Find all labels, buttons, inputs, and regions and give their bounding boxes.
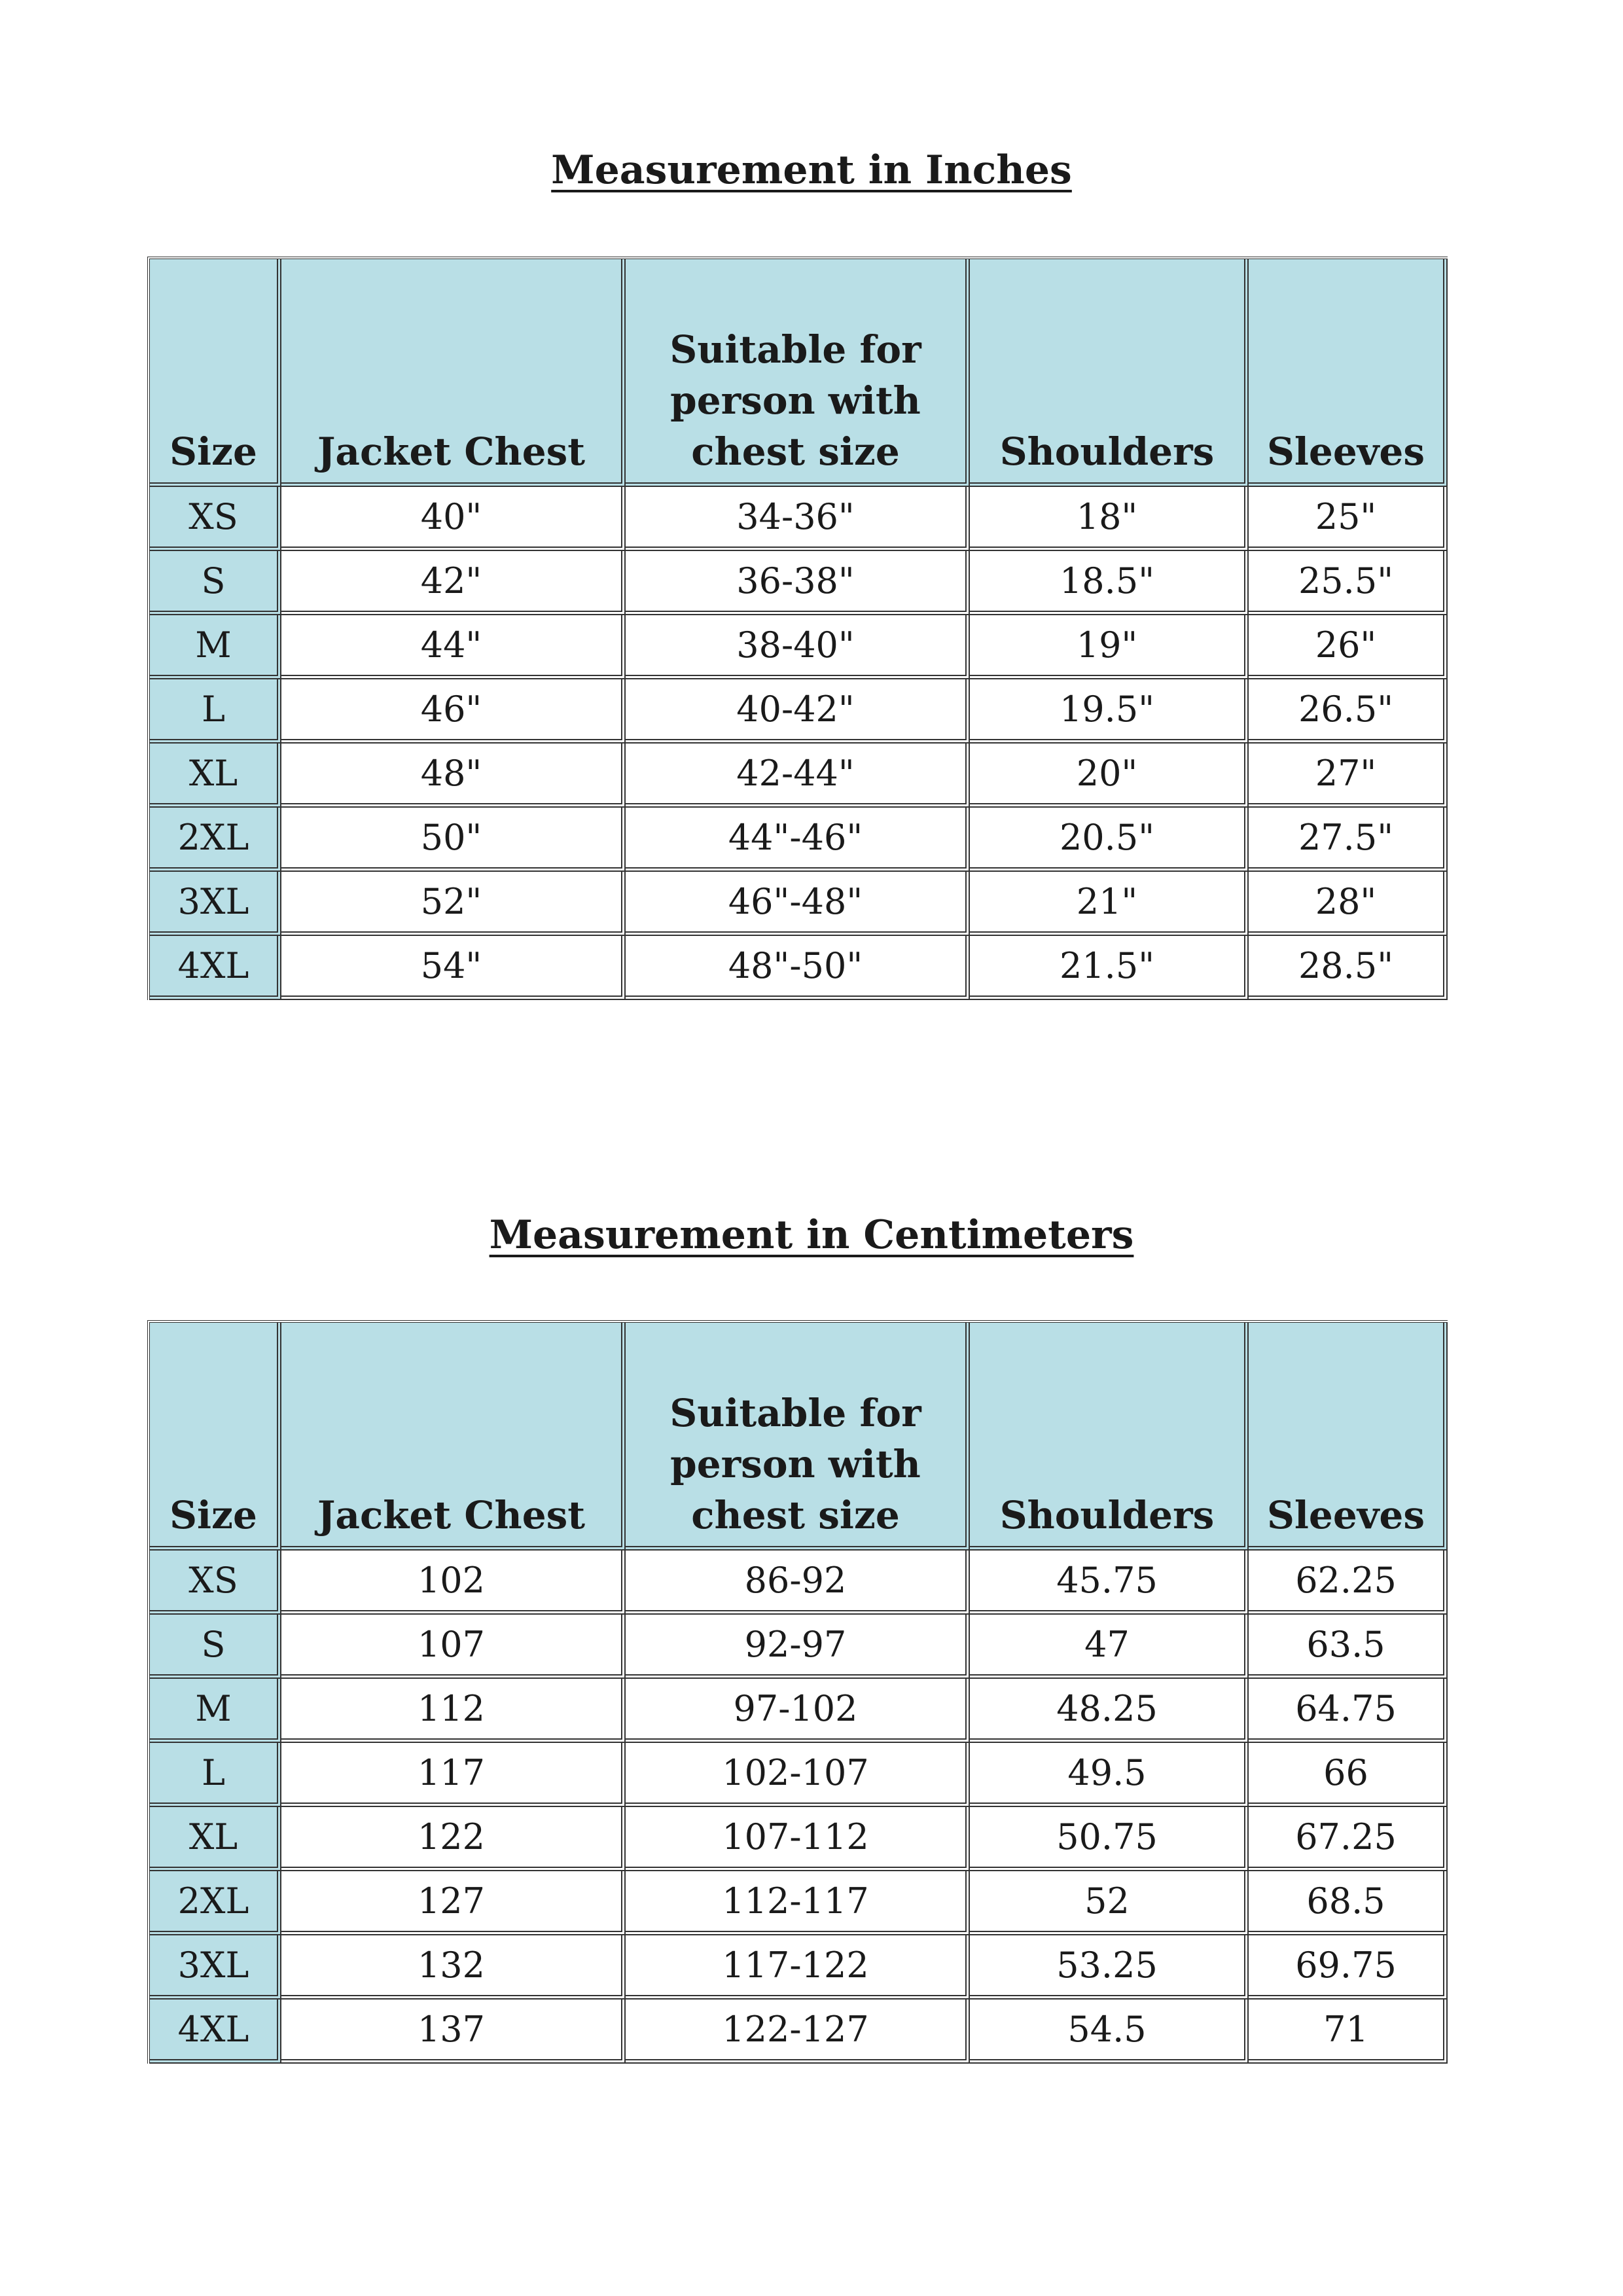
table-cell: 45.75: [970, 1551, 1249, 1615]
table-cell: 122-127: [626, 2000, 970, 2064]
inches-size-table: [147, 257, 1448, 1000]
table-cell: 132: [281, 1935, 626, 2000]
table-cell: 40-42": [626, 679, 970, 744]
table-cell: 27": [1249, 744, 1448, 808]
table-cell: 44"-46": [626, 808, 970, 872]
table-row: [150, 615, 1448, 679]
table-row: [150, 1743, 1448, 1807]
table-cell: 48"-50": [626, 936, 970, 1000]
table-row: [150, 1551, 1448, 1615]
centimeters-size-table: [147, 1320, 1448, 2064]
table-cell: 97-102: [626, 1679, 970, 1743]
table-row: [150, 1935, 1448, 2000]
column-header: Sleeves: [1249, 259, 1448, 487]
size-cell: XL: [150, 1807, 281, 1871]
size-cell: 4XL: [150, 936, 281, 1000]
size-cell: 2XL: [150, 808, 281, 872]
table-cell: 63.5: [1249, 1615, 1448, 1679]
table-cell: 42": [281, 551, 626, 615]
size-cell: 2XL: [150, 1871, 281, 1935]
table-cell: 21.5": [970, 936, 1249, 1000]
column-header: Size: [150, 259, 281, 487]
centimeters-title: Measurement in Centimeters: [489, 1212, 1134, 1258]
size-cell: S: [150, 551, 281, 615]
column-header: Size: [150, 1323, 281, 1551]
table-cell: 25.5": [1249, 551, 1448, 615]
table-cell: 48": [281, 744, 626, 808]
table-cell: 50.75: [970, 1807, 1249, 1871]
table-cell: 28.5": [1249, 936, 1448, 1000]
table-cell: 20.5": [970, 808, 1249, 872]
table-cell: 127: [281, 1871, 626, 1935]
header-row: [150, 1323, 1448, 1551]
size-cell: XS: [150, 1551, 281, 1615]
size-cell: 3XL: [150, 1935, 281, 2000]
table-row: [150, 1615, 1448, 1679]
table-cell: 36-38": [626, 551, 970, 615]
table-cell: 53.25: [970, 1935, 1249, 2000]
size-cell: XS: [150, 487, 281, 551]
table-cell: 117-122: [626, 1935, 970, 2000]
table-cell: 38-40": [626, 615, 970, 679]
column-header: Shoulders: [970, 1323, 1249, 1551]
table-cell: 48.25: [970, 1679, 1249, 1743]
table-row: [150, 808, 1448, 872]
table-cell: 42-44": [626, 744, 970, 808]
table-cell: 18.5": [970, 551, 1249, 615]
table-cell: 66: [1249, 1743, 1448, 1807]
table-cell: 107-112: [626, 1807, 970, 1871]
column-header: Jacket Chest: [281, 259, 626, 487]
table-row: [150, 551, 1448, 615]
table-cell: 102-107: [626, 1743, 970, 1807]
table-cell: 54": [281, 936, 626, 1000]
table-cell: 27.5": [1249, 808, 1448, 872]
table-cell: 28": [1249, 872, 1448, 936]
table-cell: 137: [281, 2000, 626, 2064]
table-row: [150, 2000, 1448, 2064]
table-cell: 67.25: [1249, 1807, 1448, 1871]
table-cell: 18": [970, 487, 1249, 551]
table-row: [150, 1679, 1448, 1743]
table-cell: 40": [281, 487, 626, 551]
table-cell: 102: [281, 1551, 626, 1615]
table-cell: 21": [970, 872, 1249, 936]
table-cell: 112-117: [626, 1871, 970, 1935]
table-cell: 86-92: [626, 1551, 970, 1615]
table-cell: 112: [281, 1679, 626, 1743]
table-cell: 54.5: [970, 2000, 1249, 2064]
size-cell: XL: [150, 744, 281, 808]
size-cell: M: [150, 1679, 281, 1743]
table-cell: 25": [1249, 487, 1448, 551]
table-cell: 71: [1249, 2000, 1448, 2064]
size-cell: 3XL: [150, 872, 281, 936]
table-cell: 50": [281, 808, 626, 872]
table-cell: 62.25: [1249, 1551, 1448, 1615]
size-cell: L: [150, 1743, 281, 1807]
header-row: [150, 259, 1448, 487]
table-cell: 49.5: [970, 1743, 1249, 1807]
column-header: Shoulders: [970, 259, 1249, 487]
table-cell: 52: [970, 1871, 1249, 1935]
size-cell: 4XL: [150, 2000, 281, 2064]
table-cell: 69.75: [1249, 1935, 1448, 2000]
table-cell: 122: [281, 1807, 626, 1871]
inches-title: Measurement in Inches: [551, 147, 1072, 193]
table-cell: 68.5: [1249, 1871, 1448, 1935]
size-cell: M: [150, 615, 281, 679]
table-row: [150, 936, 1448, 1000]
table-cell: 92-97: [626, 1615, 970, 1679]
table-row: [150, 487, 1448, 551]
table-cell: 64.75: [1249, 1679, 1448, 1743]
table-cell: 34-36": [626, 487, 970, 551]
table-cell: 46": [281, 679, 626, 744]
table-cell: 52": [281, 872, 626, 936]
column-header: Suitable for person with chest size: [626, 1323, 970, 1551]
size-cell: L: [150, 679, 281, 744]
table-row: [150, 744, 1448, 808]
table-cell: 46"-48": [626, 872, 970, 936]
table-cell: 44": [281, 615, 626, 679]
column-header: Jacket Chest: [281, 1323, 626, 1551]
size-cell: S: [150, 1615, 281, 1679]
table-row: [150, 872, 1448, 936]
table-cell: 20": [970, 744, 1249, 808]
table-cell: 19.5": [970, 679, 1249, 744]
table-cell: 117: [281, 1743, 626, 1807]
table-cell: 26": [1249, 615, 1448, 679]
table-row: [150, 1871, 1448, 1935]
table-cell: 26.5": [1249, 679, 1448, 744]
column-header: Sleeves: [1249, 1323, 1448, 1551]
column-header: Suitable for person with chest size: [626, 259, 970, 487]
table-row: [150, 679, 1448, 744]
table-cell: 19": [970, 615, 1249, 679]
table-cell: 47: [970, 1615, 1249, 1679]
table-cell: 107: [281, 1615, 626, 1679]
table-row: [150, 1807, 1448, 1871]
